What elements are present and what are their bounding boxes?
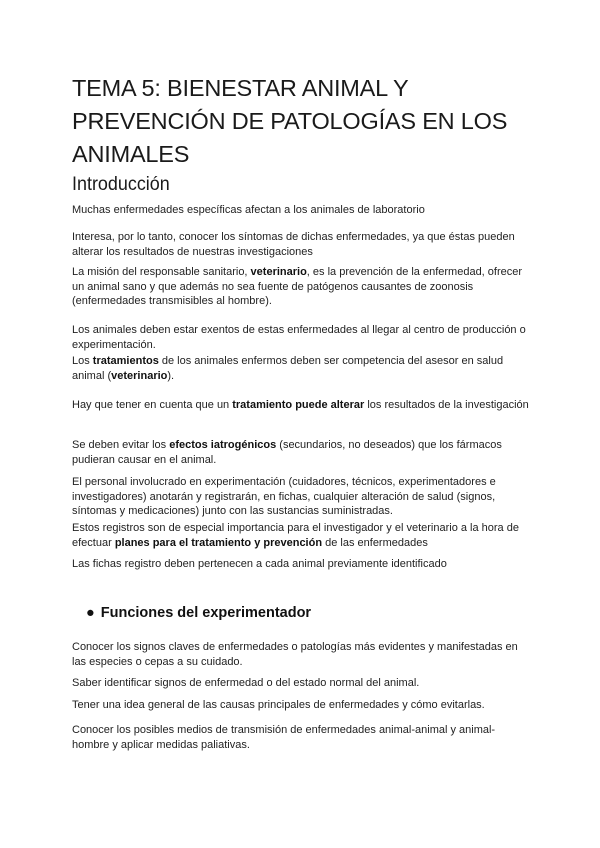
paragraph-9: Estos registros son de especial importancia para el investigador y el veterinario a la hora de efectuar planes para el tratamiento y prevención de las enfermedades bbox=[72, 522, 519, 549]
document-title: TEMA 5: BIENESTAR ANIMAL Y PREVENCIÓN DE PATOLOGÍAS EN LOS ANIMALES bbox=[72, 75, 508, 167]
paragraph-6: Hay que tener en cuenta que un tratamiento puede alterar los resultados de la investigación bbox=[72, 399, 529, 411]
funcion-2: Saber identificar signos de enfermedad o del estado normal del animal. bbox=[72, 677, 420, 689]
bold-term: veterinario bbox=[250, 266, 307, 278]
bold-term: tratamiento puede alterar bbox=[232, 399, 365, 411]
bold-term: tratamientos bbox=[92, 355, 159, 367]
bullet-icon: ● bbox=[86, 605, 95, 621]
paragraph-10: Las fichas registro deben pertenecen a cada animal previamente identificado bbox=[72, 558, 447, 570]
paragraph-4: Los animales deben estar exentos de estas enfermedades al llegar al centro de producción o experimentación. bbox=[72, 324, 526, 351]
paragraph-5: Los tratamientos de los animales enfermos deben ser competencia del asesor en salud animal (veterinario). bbox=[72, 355, 504, 382]
section-heading-funciones: ● Funciones del experimentador bbox=[86, 605, 312, 621]
paragraph-3: La misión del responsable sanitario, veterinario, es la prevención de la enfermedad, ofrecer un animal sano y que además no sea fuente de patógenos causantes de zoonosis (enfermedades transmisibles al hombre). bbox=[72, 266, 523, 307]
funcion-3: Tener una idea general de las causas principales de enfermedades y cómo evitarlas. bbox=[72, 699, 485, 711]
paragraph-8: El personal involucrado en experimentación (cuidadores, técnicos, experimentadores e investigadores) anotarán y registrarán, en fichas, cualquier alteración de salud (signos, síntomas y medicaciones) junto con las sustancias suministradas. bbox=[72, 476, 496, 517]
bold-term: veterinario bbox=[111, 369, 168, 382]
funcion-1: Conocer los signos claves de enfermedades o patologías más evidentes y manifestadas en las especies o cepas a su cuidado. bbox=[72, 641, 518, 668]
paragraph-7: Se deben evitar los efectos iatrogénicos (secundarios, no deseados) que los fármacos pudieran causar en el animal. bbox=[72, 439, 502, 466]
paragraph-1: Muchas enfermedades específicas afectan a los animales de laboratorio bbox=[72, 204, 425, 216]
bold-term: planes para el tratamiento y prevención bbox=[114, 536, 323, 549]
bold-term: efectos iatrogénicos bbox=[169, 439, 277, 451]
funcion-4: Conocer los posibles medios de transmisión de enfermedades animal-animal y animal-hombre y aplicar medidas paliativas. bbox=[72, 724, 496, 751]
section-heading-introduccion: Introducción bbox=[72, 173, 170, 195]
paragraph-2: Interesa, por lo tanto, conocer los síntomas de dichas enfermedades, ya que éstas pueden alterar los resultados de nuestras investigaciones bbox=[72, 231, 515, 258]
